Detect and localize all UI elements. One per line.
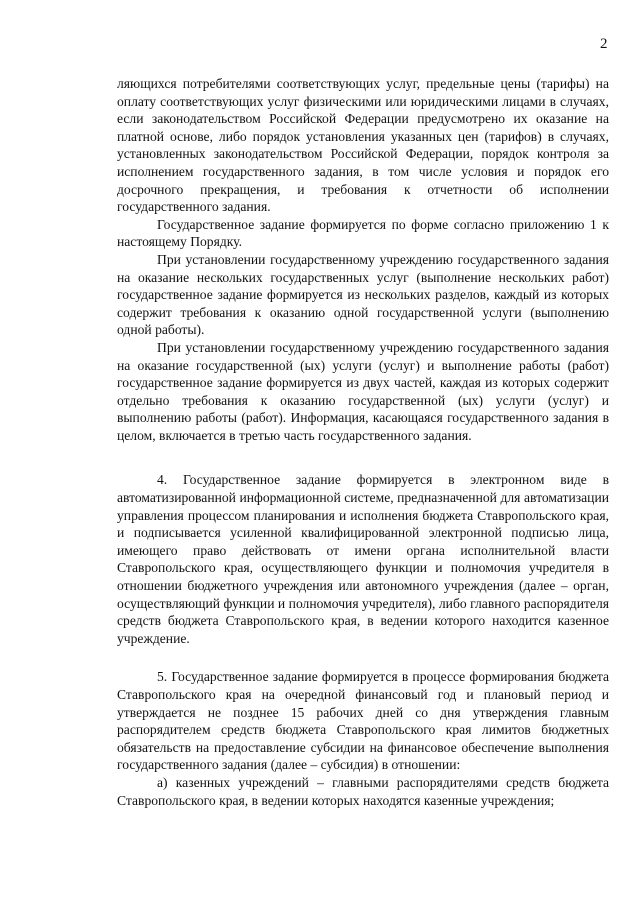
paragraph-item-4: 4. Государственное задание формируется в электронном виде в автоматизированной информационной системе, предназначенной для автоматизации управления процессом планирования и исполнения бюджета Ставропольского края, и подписывается усиленной квалифицированной электронной подписью лица, имеющего право действовать от имени органа исполнительной власти Ставропольского края, осуществляющего функции и полномочия учредителя в отношении бюджетного учреждения или автономного учреждения (далее – орган, осуществляющий функции и полномочия учредителя), либо главного распорядителя средств бюджета Ставропольского края, в ведении которого находится казенное учреждение. [117,472,609,646]
paragraph-item-5a: а) казенных учреждений – главными распорядителями средств бюджета Ставропольского края, в ведении которых находятся казенные учреждения; [117,774,609,808]
paragraph-continuation: ляющихся потребителями соответствующих услуг, предельные цены (тарифы) на оплату соответствующих услуг физическими или юридическими лицами в случаях, если законодательством Российской Федерации предусмотрено их оказание на платной основе, либо порядок установления указанных цен (тарифов) в случаях, установленных законодательством Российской Федерации, порядок контроля за исполнением государственного задания, в том числе условия и порядок его досрочного прекращения, и требования к отчетности об исполнении государственного задания. [117,76,609,215]
paragraph-services-and-works: При установлении государственному учреждению государственного задания на оказание государственной (ых) услуги (услуг) и выполнение работы (работ) государственное задание формируется из двух частей, каждая из которых содержит отдельно требования к оказанию государственной (ых) услуги (услуг) и выполнению работы (работ). Информация, касающаяся государственного задания в целом, включается в третью часть государственного задания. [117,339,609,443]
paragraph-several-services: При установлении государственному учреждению государственного задания на оказание нескольких государственных услуг (выполнение нескольких работ) государственное задание формируется из нескольких разделов, каждый из которых содержит требования к оказанию одной государственной услуги (выполнению одной работы). [117,251,609,338]
document-body [117,75,609,809]
paragraph-item-5: 5. Государственное задание формируется в процессе формирования бюджета Ставропольского края на очередной финансовый год и плановый период и утверждается не позднее 15 рабочих дней со дня утверждения главным распорядителем средств бюджета Ставропольского края лимитов бюджетных обязательств на предоставление субсидии на финансовое обеспечение выполнения государственного задания (далее – субсидия) в отношении: [117,669,609,773]
paragraph-form: Государственное задание формируется по форме согласно приложению 1 к настоящему Порядку. [117,216,609,250]
page-number: 2 [600,36,608,52]
